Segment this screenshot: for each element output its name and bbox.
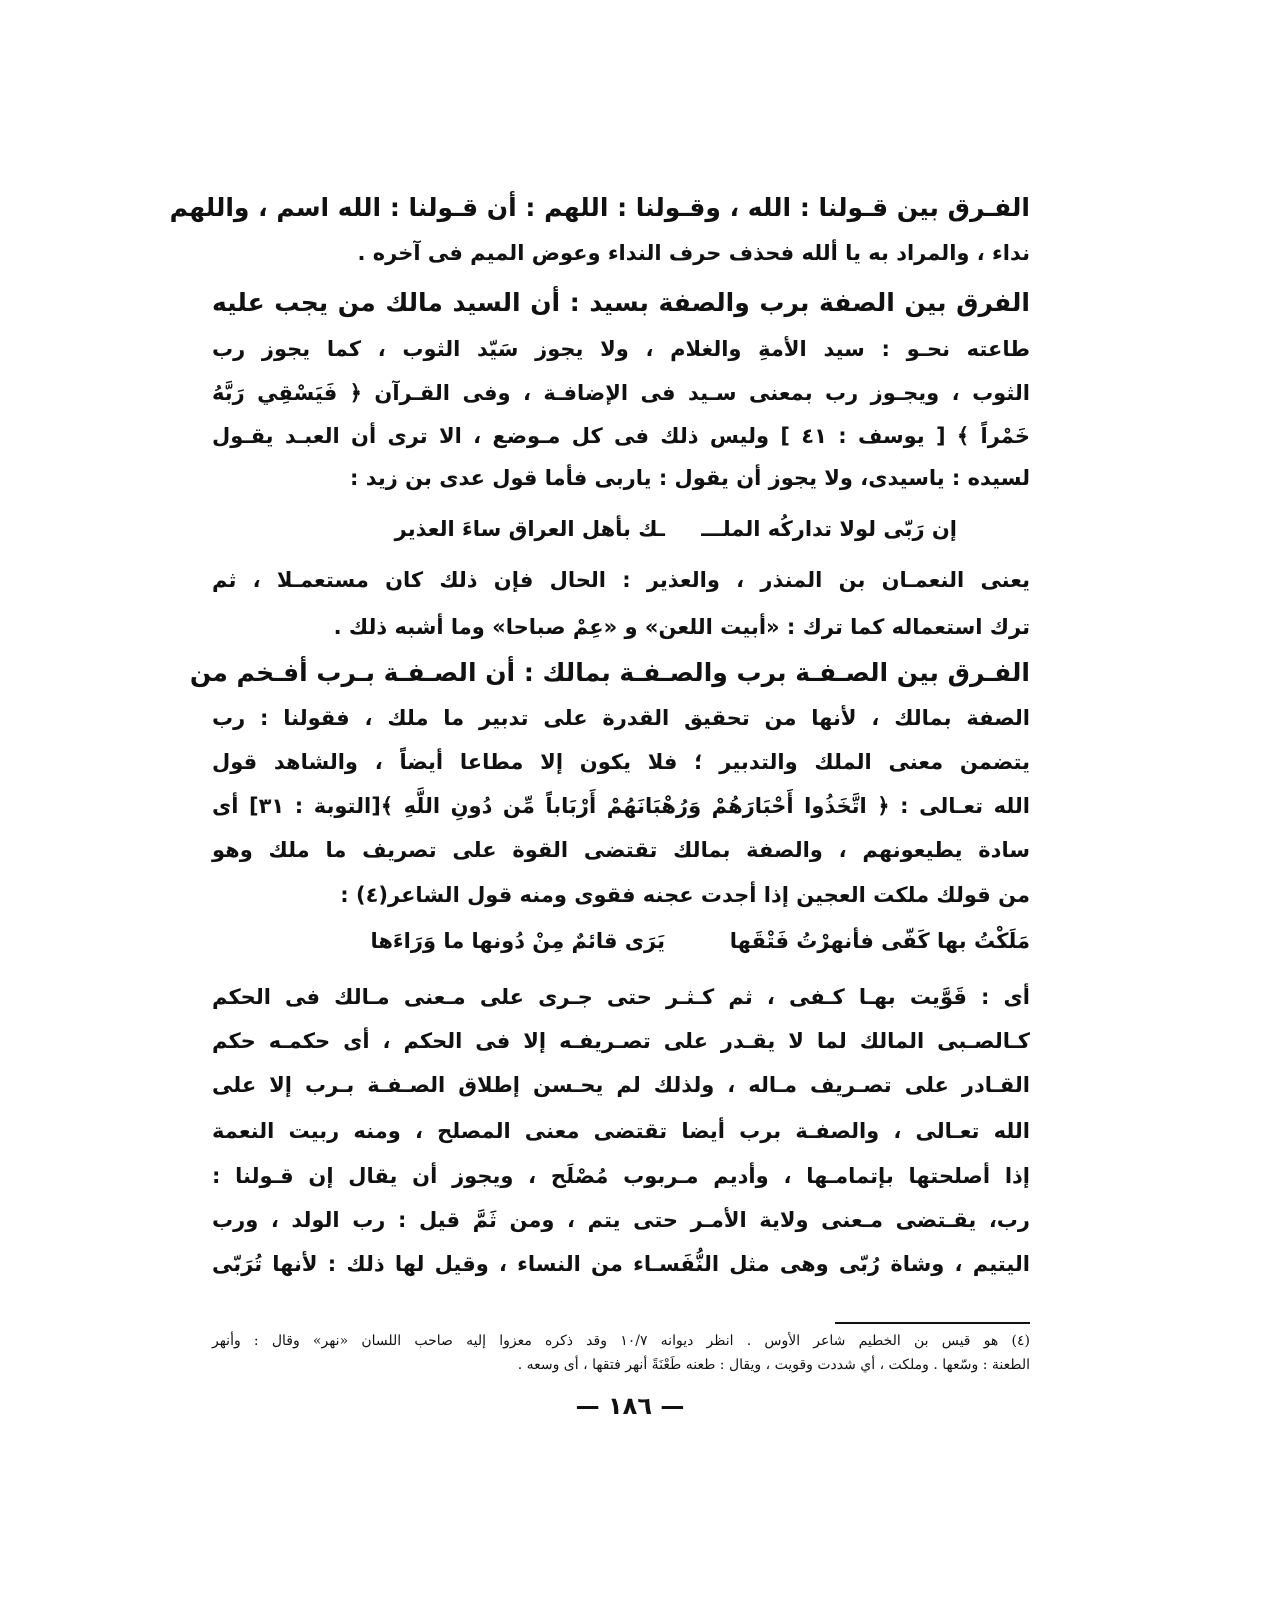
paragraph-heading-line: الفـرق بين الصـفـة برب والصـفـة بمالك : أن الصـفـة بـرب أفـخم من <box>189 658 1030 687</box>
text-line: سادة يطيعونهم ، والصفة بمالك تقتضى القوة على تصريف ما ملك وهو <box>212 838 1030 862</box>
text-line: إذا أصلحتها بإتمامـها ، وأديم مـربوب مُصْلَح ، ويجوز أن يقال إن قـولنا : <box>212 1164 1030 1188</box>
text-line: الثوب ، ويجـوز رب بمعنى سـيد فى الإضافـة ، وفى القـرآن ﴿ فَيَسْقِي رَبَّهُ <box>212 381 1030 405</box>
footnote-line: (٤) هو قيس بن الخطيم شاعر الأوس . انظر ديوانه ١٠/٧ وقد ذكره معزوا إليه صاحب اللسان «نهر» وقال : وأنهر <box>212 1333 1030 1349</box>
text-line: الصفة بمالك ، لأنها من تحقيق القدرة على تدبير ما ملك ، فقولنا : رب <box>212 706 1030 730</box>
footnote-separator <box>835 1322 1030 1324</box>
verse-first-hemistich: إن رَبّى لولا تداركُه الملـــ <box>701 517 957 541</box>
text-line: يعنى النعمـان بن المنذر ، والعذير : الحال فإن ذلك كان مستعمـلا ، ثم <box>212 568 1030 592</box>
text-line: ترك استعماله كما ترك : «أبيت اللعن» و «عِمْ صباحا» وما أشبه ذلك . <box>333 615 1030 639</box>
text-line: أى : قَوَّيت بهـا كـفى ، ثم كـثـر حتى جـرى على مـعنى مـالك فى الحكم <box>212 985 1030 1009</box>
text-line: طاعته نحـو : سيد الأمةِ والغلام ، ولا يجوز سَيّد الثوب ، كما يجوز رب <box>212 337 1030 361</box>
paragraph-heading-line: الفرق بين الصفة برب والصفة بسيد : أن السيد مالك من يجب عليه <box>212 288 1030 317</box>
text-line: من قولك ملكت العجين إذا أجدت عجنه فقوى ومنه قول الشاعر(٤) : <box>340 883 1030 907</box>
text-line: نداء ، والمراد به يا ألله فحذف حرف النداء وعوض الميم فى آخره . <box>357 241 1030 265</box>
text-line: الله تعـالى : ﴿ اتَّخَذُوا أَحْبَارَهُمْ وَرُهْبَانَهُمْ أَرْبَاباً مِّن دُونِ اللَّهِ ﴾[التوبة : ٣١] أى <box>212 794 1030 818</box>
paragraph-heading-line: الفـرق بين قـولنا : الله ، وقـولنا : اللهم : أن قـولنا : الله اسم ، واللهم <box>169 193 1030 222</box>
page-number: — ١٨٦ — <box>575 1392 685 1420</box>
footnote-line: الطعنة : وسّعها . وملكت ، أي شددت وقويت ، ويقال : طعنه طَعْنَةً أنهر فتقها ، أى وسعه . <box>517 1357 1030 1373</box>
verse-second-hemistich: يَرَى قائمٌ مِنْ دُونها ما وَرَاءَها <box>370 929 665 953</box>
verse-second-hemistich: ـك بأهل العراق ساءَ العذير <box>394 517 665 541</box>
text-line: رب، يقـتضى مـعنى ولاية الأمـر حتى يتم ، ومن ثَمَّ قيل : رب الولد ، ورب <box>212 1208 1030 1232</box>
text-line: لسيده : ياسيدى، ولا يجوز أن يقول : ياربى فأما قول عدى بن زيد : <box>350 466 1030 490</box>
text-line: يتضمن معنى الملك والتدبير ؛ فلا يكون إلا مطاعا أيضاً ، والشاهد قول <box>212 750 1030 774</box>
verse-first-hemistich: مَلَكْتُ بها كَفّى فأنهرْتُ فَتْقَها <box>729 929 1030 953</box>
text-line: كـالصـبى المالك لما لا يقـدر على تصـريفـه إلا فى الحكم ، أى حكمـه حكم <box>212 1029 1030 1053</box>
text-line: اليتيم ، وشاة رُبّى وهى مثل النُّفَسـاء من النساء ، وقيل لها ذلك : لأنها تُرَبّى <box>212 1252 1030 1276</box>
text-line: خَمْراً ﴾ [ يوسف : ٤١ ] وليس ذلك فى كل مـوضع ، الا ترى أن العبـد يقـول <box>212 424 1030 448</box>
text-line: الله تعـالى ، والصفـة برب أيضا تقتضى معنى المصلح ، ومنه ربيت النعمة <box>212 1119 1030 1143</box>
text-line: القـادر على تصـريف مـاله ، ولذلك لم يحـسن إطلاق الصـفـة بـرب إلا على <box>212 1073 1030 1097</box>
